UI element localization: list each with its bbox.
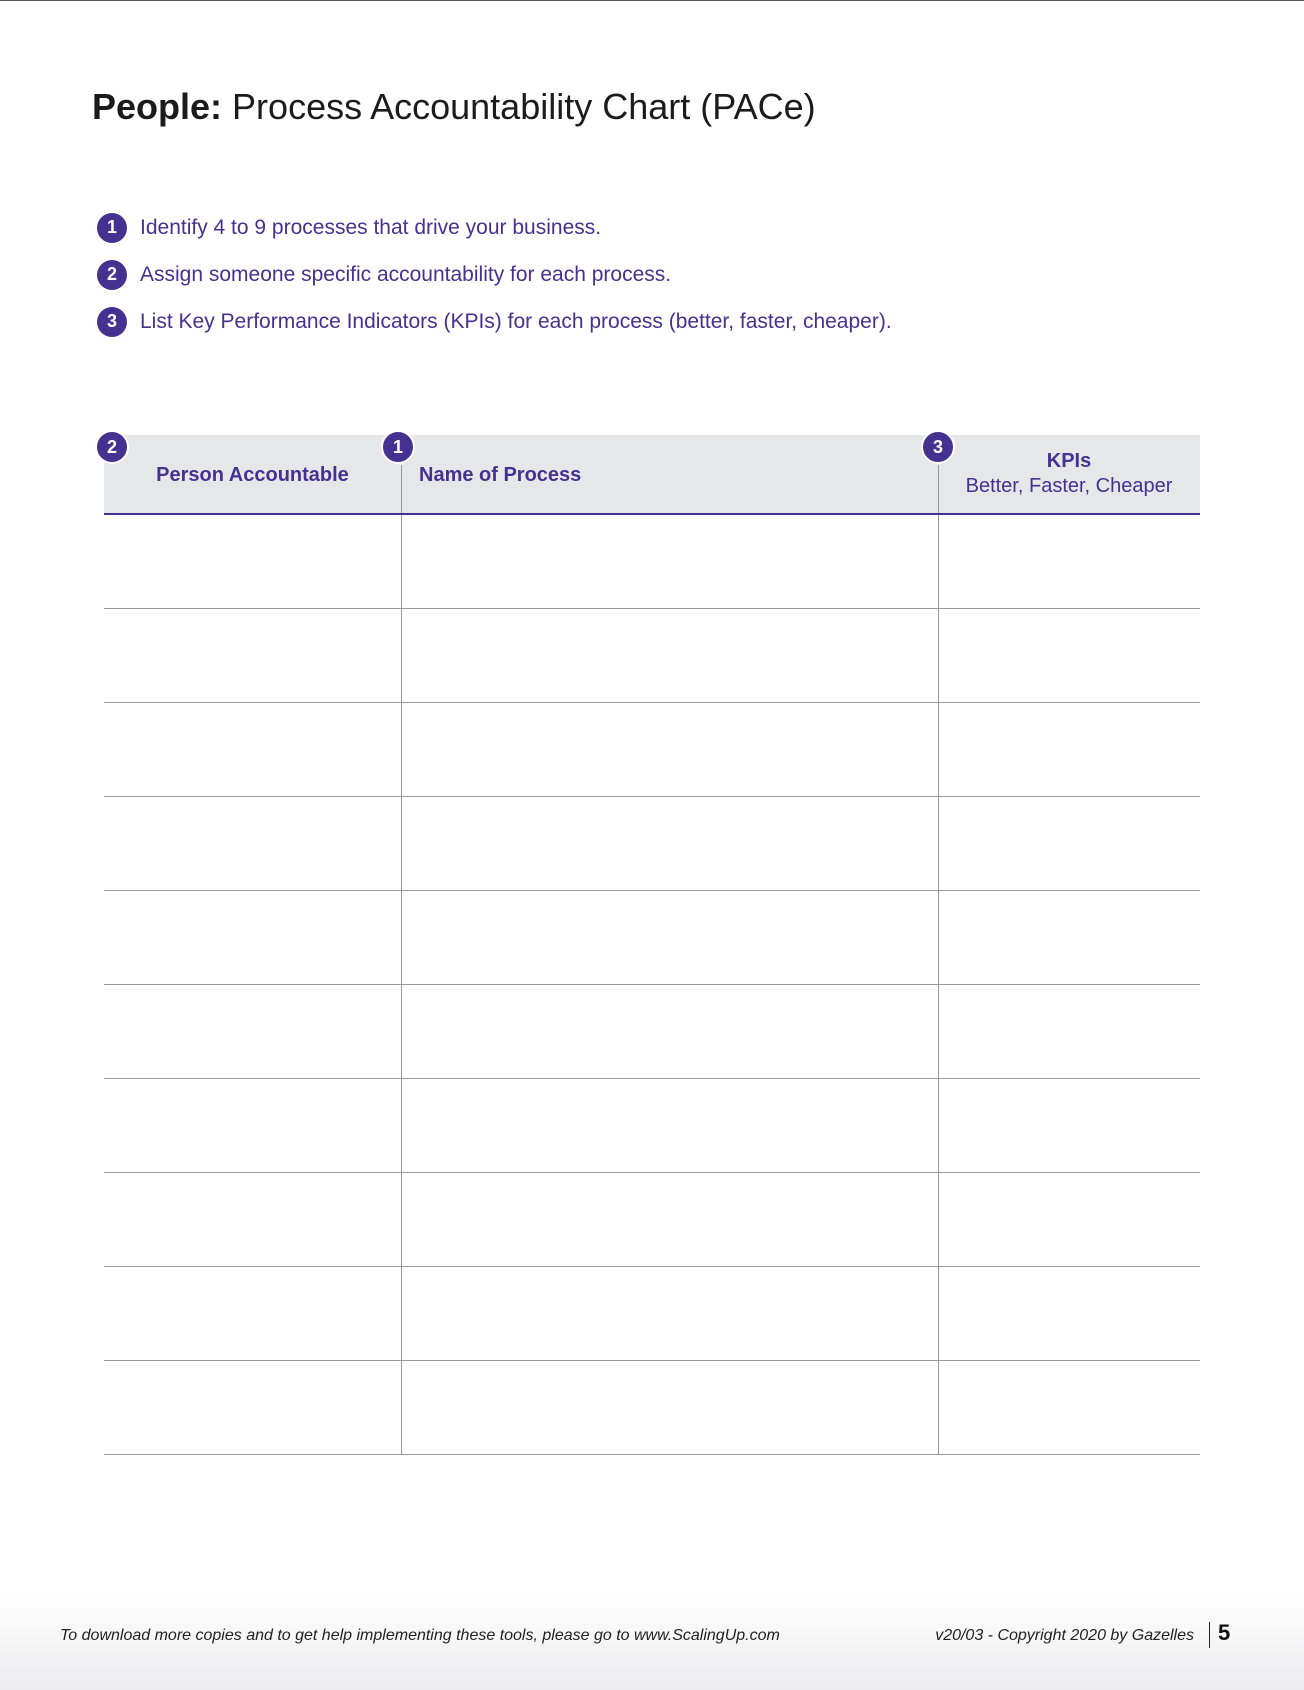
step-number-badge: 1 — [97, 213, 127, 243]
column-header-person-accountable — [104, 435, 401, 513]
column-step-badge: 3 — [921, 430, 955, 464]
table-row — [104, 515, 1200, 609]
step-number-badge: 2 — [97, 260, 127, 290]
process-name-cell[interactable] — [401, 1173, 938, 1266]
pace-table — [104, 435, 1200, 1455]
person-accountable-cell[interactable] — [104, 1267, 401, 1360]
process-name-cell[interactable] — [401, 1361, 938, 1454]
instruction-text: Assign someone specific accountability for each process. — [140, 262, 672, 286]
kpi-cell[interactable] — [938, 797, 1200, 890]
column-header-label: KPIs — [1046, 450, 1092, 472]
footer-copyright: v20/03 - Copyright 2020 by Gazelles — [935, 1627, 1194, 1644]
table-row — [104, 609, 1200, 703]
top-border-line — [0, 0, 1304, 1]
process-name-cell[interactable] — [401, 797, 938, 890]
person-accountable-cell[interactable] — [104, 703, 401, 796]
page-title-rest: Process Accountability Chart (PACe) — [232, 86, 816, 127]
instruction-item — [97, 251, 892, 298]
column-header-label: Name of Process — [419, 463, 582, 486]
kpi-cell[interactable] — [938, 703, 1200, 796]
column-step-badge: 1 — [381, 430, 415, 464]
page-number: 5 — [1218, 1620, 1231, 1645]
table-body — [104, 515, 1200, 1455]
instruction-text: Identify 4 to 9 processes that drive your business. — [140, 215, 602, 239]
process-name-cell[interactable] — [401, 891, 938, 984]
person-accountable-cell[interactable] — [104, 985, 401, 1078]
instructions-list — [97, 204, 892, 345]
table-row — [104, 891, 1200, 985]
table-row — [104, 797, 1200, 891]
process-name-cell[interactable] — [401, 515, 938, 608]
person-accountable-cell[interactable] — [104, 609, 401, 702]
person-accountable-cell[interactable] — [104, 1079, 401, 1172]
person-accountable-cell[interactable] — [104, 1361, 401, 1454]
footer-download-note: To download more copies and to get help implementing these tools, please go to www.ScalingUp.com — [60, 1627, 780, 1644]
step-number-badge: 3 — [97, 307, 127, 337]
person-accountable-cell[interactable] — [104, 891, 401, 984]
page-title — [92, 86, 816, 128]
person-accountable-cell[interactable] — [104, 797, 401, 890]
table-row — [104, 985, 1200, 1079]
column-header-label: Person Accountable — [156, 463, 349, 486]
column-header-kpis — [938, 435, 1200, 513]
kpi-cell[interactable] — [938, 985, 1200, 1078]
instruction-text: List Key Performance Indicators (KPIs) for each process (better, faster, cheaper). — [140, 309, 892, 333]
person-accountable-cell[interactable] — [104, 1173, 401, 1266]
process-name-cell[interactable] — [401, 1267, 938, 1360]
table-header — [104, 435, 1200, 515]
table-row — [104, 1267, 1200, 1361]
table-row — [104, 1173, 1200, 1267]
kpi-cell[interactable] — [938, 1267, 1200, 1360]
process-name-cell[interactable] — [401, 703, 938, 796]
kpi-cell[interactable] — [938, 1361, 1200, 1454]
instruction-item — [97, 298, 892, 345]
process-name-cell[interactable] — [401, 609, 938, 702]
process-name-cell[interactable] — [401, 1079, 938, 1172]
page-title-bold: People: — [92, 86, 223, 127]
table-row — [104, 703, 1200, 797]
column-header-name-of-process — [401, 435, 938, 513]
person-accountable-cell[interactable] — [104, 515, 401, 608]
process-name-cell[interactable] — [401, 985, 938, 1078]
table-row — [104, 1361, 1200, 1455]
kpi-cell[interactable] — [938, 1173, 1200, 1266]
table-row — [104, 1079, 1200, 1173]
footer-divider — [1209, 1622, 1210, 1648]
column-step-badge: 2 — [95, 430, 129, 464]
instruction-item — [97, 204, 892, 251]
kpi-cell[interactable] — [938, 609, 1200, 702]
kpi-cell[interactable] — [938, 891, 1200, 984]
kpi-cell[interactable] — [938, 515, 1200, 608]
kpi-cell[interactable] — [938, 1079, 1200, 1172]
column-header-sublabel: Better, Faster, Cheaper — [965, 475, 1173, 497]
